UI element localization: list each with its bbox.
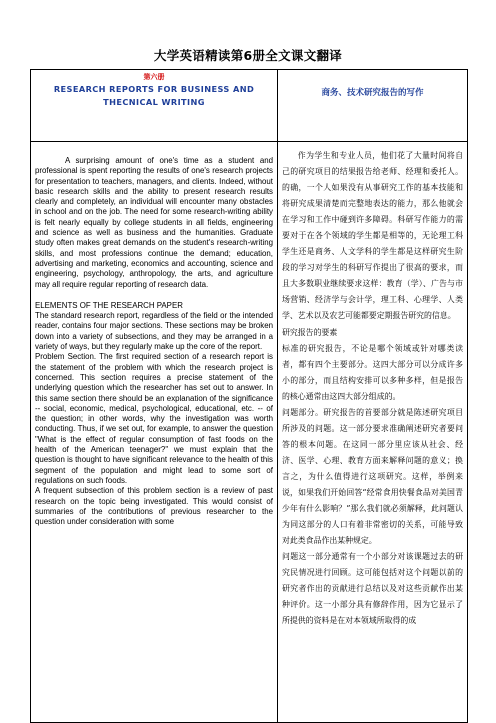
chinese-heading: 商务、技术研究报告的写作 [321, 88, 424, 98]
chapter-label: 第六册 [143, 73, 165, 81]
chinese-paragraph-problem: 问题部分。研究报告的首要部分就是陈述研究项目所涉及的问题。这一部分要求准确阐述研究者要问答的根本问题。在这同一部分里应该从社会、经济、医学、心理、教育方面来解释问题的意义；换言之，为什么值得进行这项研究。这样，举例来说，如果我们开始回答“经常食用快餐食品对美国青少年有什么影响？”那么我们就必须解释，此问题认为同这部分的人口有着非常密切的关系，可能导致对此类食品作出某种规定。 [282, 407, 463, 546]
english-section-heading: ELEMENTS OF THE RESEARCH PAPER [35, 300, 183, 310]
english-heading-cell [31, 70, 278, 142]
chinese-text-cell [278, 142, 468, 723]
chinese-paragraph-review: 问题这一部分通常有一个小部分对该课题过去的研究民情况进行回顾。这可能包括对这个问题以前的研究者作出的贡献进行总结以及对这些贡献作出某种评价。这一小部分具有修辞作用，因为它显示了所提供的资料是在对本领域所取得的成 [282, 552, 463, 626]
english-text-cell [31, 142, 278, 723]
chinese-heading-cell [278, 70, 468, 142]
english-paragraph-review: A frequent subsection of this problem section is a review of past research on the topic being investigated. This would consist of summaries of the contributions of previous researcher to the question under consideration with some [35, 486, 273, 527]
english-paragraph-problem: Problem Section. The first required section of a research report is the statement of the problem with which the research project is concerned. This section requires a precise statement of the underlying question which the researcher has set out to answer. In this same section there should be an explanation of the significance -- social, economic, medical, psychological, educational, etc. -- of the question; in other words, why the investigation was worth conducting. Thus, if we set out, for example, to answer the question "What is the effect of regular consumption of fast foods on the health of the American teenager?" we must explain that the question is thought to have significant relevance to the health of this segment of the population and might lead to some sort of regulations on such foods. [35, 352, 273, 485]
chinese-paragraph-intro: 作为学生和专业人员，他们花了大量时间将自己的研究项目的结果报告给老师、经理和委托人。的确，一个人如果没有从事研究工作的基本技能和将研究成果清楚而完整地表达的能力，那么他就会在学习和工作中碰到许多障碍。科研写作能力的需要对于在各个领域的学生都是相等的，无论理工科学生还是商务、人文学科的学生都是这样研究生阶段的学习对学生的科研写作提出了很高的要求，而且大多数职业继续要求这样：教育（学）、广告与市场营销、经济学与会计学，理工科、心理学、人类学、艺术以及农艺可能都要定期报告研究的信息。 [282, 151, 463, 321]
bilingual-table [30, 69, 468, 723]
body-row [31, 142, 468, 723]
chinese-paragraph-elements: 标准的研究报告，不论是哪个领域或针对哪类读者，都有四个主要部分。这四大部分可以分成许多小的部分，而且结构安排可以多种多样，但是报告的核心通常由这四大部分组成的。 [282, 343, 463, 401]
english-paragraph-elements: The standard research report, regardless of the field or the intended reader, contains four major sections. These sections may be broken down into a variety of subsections, and they may be arranged in a variety of ways, but they regularly make up the core of the report. [35, 311, 273, 352]
page-title: 大学英语精读第6册全文课文翻译 [153, 48, 343, 63]
english-paragraph-intro: A surprising amount of one's time as a student and professional is spent reporting the results of one's research projects for presentation to teachers, managers, and clients. Indeed, without basic research skills and the ability to present research results clearly and completely, an individual will encounter many obstacles in school and on the job. The need for some research-writing ability is felt nearly equally by college students in all fields, engineering and science as well as business and the humanities. Graduate study often makes great demands on the student's research-writing skills, and most professions continue the demand; education, advertising and marketing, economics and accounting, science and engineering, psychology, anthropology, the arts, and agriculture may all require regular reporting of research data. [35, 156, 273, 289]
heading-row [31, 70, 468, 142]
english-heading: RESEARCH REPORTS FOR BUSINESS AND THECNICAL WRITING [53, 84, 255, 107]
chinese-section-heading: 研究报告的要素 [282, 327, 338, 337]
